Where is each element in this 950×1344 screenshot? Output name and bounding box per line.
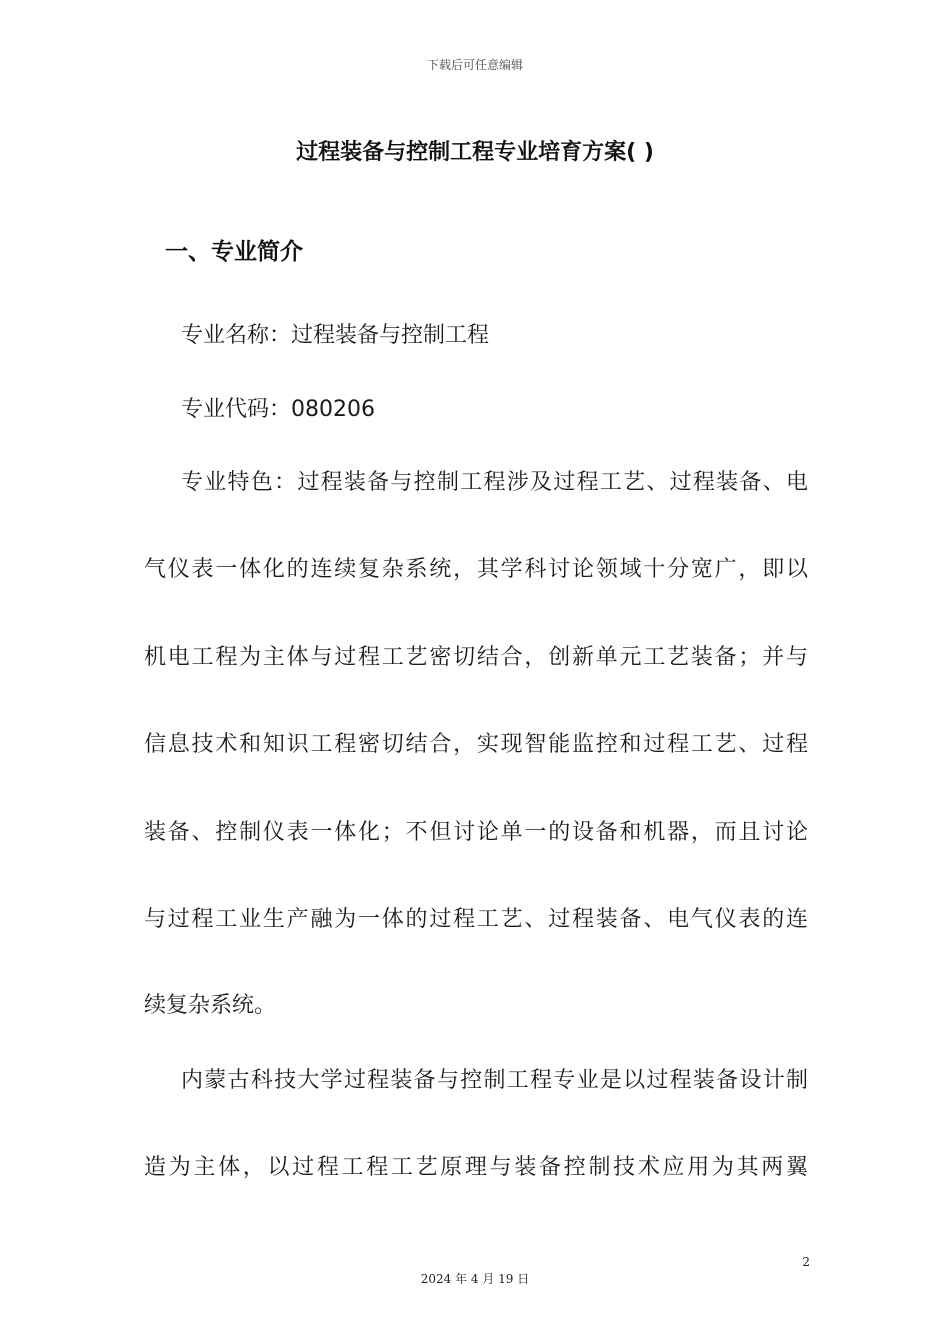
section-heading: 一、专业简介 (165, 239, 303, 265)
university-paragraph-line: 造为主体，以过程工程工艺原理与装备控制技术应用为其两翼 (144, 1155, 808, 1180)
document-title: 过程装备与控制工程专业培育方案( ) (296, 140, 654, 165)
page-number: 2 (802, 1255, 810, 1269)
header-note: 下载后可任意编辑 (426, 58, 523, 72)
features-paragraph-line: 气仪表一体化的连续复杂系统，其学科讨论领域十分宽广，即以 (144, 557, 808, 582)
features-paragraph-line: 与过程工业生产融为一体的过程工艺、过程装备、电气仪表的连 (144, 907, 808, 932)
features-paragraph-line: 续复杂系统。 (144, 993, 277, 1018)
university-paragraph-line: 内蒙古科技大学过程装备与控制工程专业是以过程装备设计制 (181, 1068, 808, 1093)
major-code-line: 专业代码：080206 (181, 397, 375, 422)
features-paragraph-line: 专业特色：过程装备与控制工程涉及过程工艺、过程装备、电 (181, 470, 808, 495)
major-name-line: 专业名称：过程装备与控制工程 (181, 323, 490, 348)
features-paragraph-line: 机电工程为主体与过程工艺密切结合，创新单元工艺装备；并与 (144, 645, 808, 670)
footer-date: 2024 年 4 月 19 日 (420, 1272, 530, 1286)
features-paragraph-line: 装备、控制仪表一体化；不但讨论单一的设备和机器，而且讨论 (144, 820, 808, 845)
features-paragraph-line: 信息技术和知识工程密切结合，实现智能监控和过程工艺、过程 (144, 732, 808, 757)
